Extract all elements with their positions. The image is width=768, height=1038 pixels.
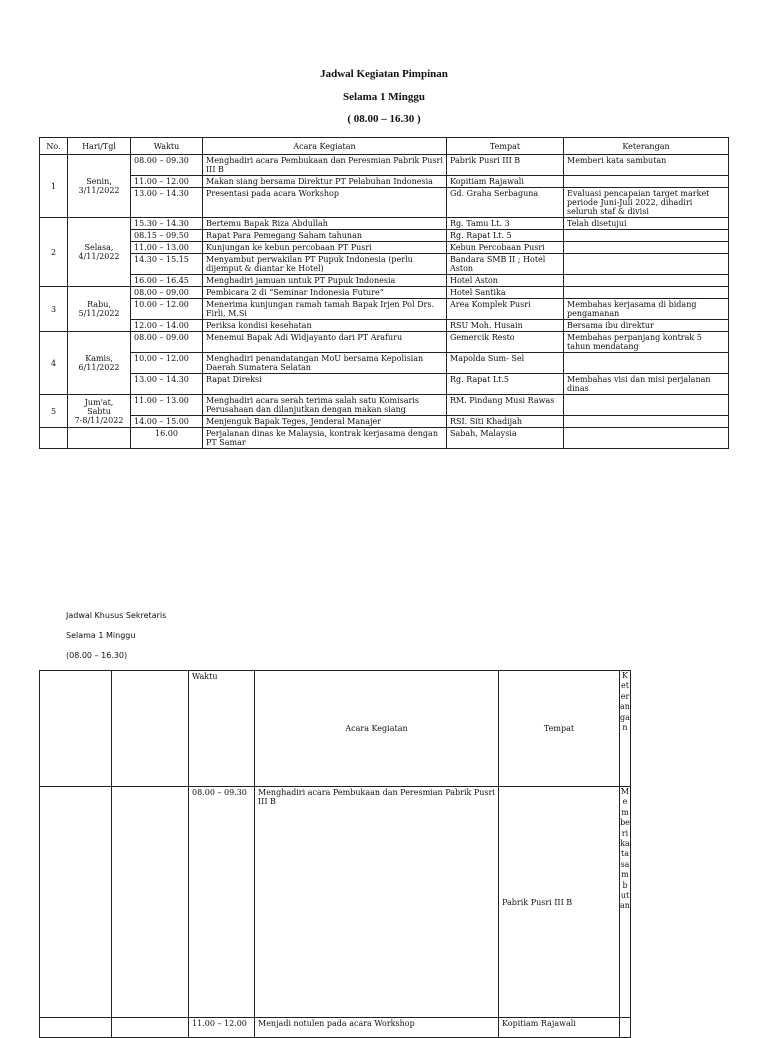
table-row <box>40 353 729 374</box>
cell-event: Makan siang bersama Direktur PT Pelabuhan Indonesia <box>203 176 447 188</box>
secretary-subtitle: Selama 1 Minggu <box>66 631 136 640</box>
cell-no <box>40 787 112 1018</box>
cell-day <box>112 1018 189 1038</box>
table-row <box>40 428 729 449</box>
cell-event: Menyambut perwakilan PT Pupuk Indonesia (perlu dijemput & diantar ke Hotel) <box>203 254 447 275</box>
header-cell-note: Keterangan <box>564 138 729 155</box>
cell-note <box>564 176 729 188</box>
cell-time: 08.00 – 09.30 <box>131 155 203 176</box>
header-cell-time: Waktu <box>189 671 255 787</box>
cell-time: 14.00 – 15.00 <box>131 416 203 428</box>
cell-note: Memberi kata sambutan <box>564 155 729 176</box>
cell-note: Membahas kerjasama di bidang pengamanan <box>564 299 729 320</box>
cell-day <box>68 428 131 449</box>
cell-time: 08.00 – 09.00 <box>131 287 203 299</box>
cell-place: Gd. Graha Serbaguna <box>447 188 564 218</box>
cell-place: Rg. Rapat Lt.5 <box>447 374 564 395</box>
cell-event: Kunjungan ke kebun percobaan PT Pusri <box>203 242 447 254</box>
cell-day <box>112 787 189 1018</box>
cell-time: 16.00 – 16.45 <box>131 275 203 287</box>
cell-place: Pabrik Pusri III B <box>447 155 564 176</box>
cell-event: Menerima kunjungan ramah tamah Bapak Irjen Pol Drs. Firli, M.Si <box>203 299 447 320</box>
header-cell-note: Keterangan <box>620 671 631 787</box>
table-row <box>40 332 729 353</box>
cell-event: Periksa kondisi kesehatan <box>203 320 447 332</box>
cell-event: Menemui Bapak Adi Widjayanto dari PT Arafuru <box>203 332 447 353</box>
cell-day: Rabu, 5/11/2022 <box>68 287 131 332</box>
cell-note <box>564 353 729 374</box>
cell-place: Hotel Aston <box>447 275 564 287</box>
cell-place: Kebun Percobaan Pusri <box>447 242 564 254</box>
header-cell-place: Tempat <box>447 138 564 155</box>
table-row <box>40 787 631 1018</box>
header-cell-no: No. <box>40 138 68 155</box>
cell-day: Jum'at, Sabtu 7-8/11/2022 <box>68 395 131 428</box>
table-row <box>40 218 729 230</box>
cell-time: 11.00 – 12.00 <box>131 176 203 188</box>
doc-time-range: ( 08.00 – 16.30 ) <box>347 113 421 125</box>
cell-place: Kopitiam Rajawali <box>447 176 564 188</box>
cell-no: 3 <box>40 287 68 332</box>
cell-time: 11.00 – 13.00 <box>131 242 203 254</box>
cell-note: Bersama ibu direktur <box>564 320 729 332</box>
cell-time: 10.00 – 12.00 <box>131 353 203 374</box>
cell-event: Menghadiri acara serah terima salah satu Komisaris Perusahaan dan dilanjutkan dengan makan siang <box>203 395 447 416</box>
cell-no: 1 <box>40 155 68 218</box>
cell-note <box>564 428 729 449</box>
cell-time: 10.00 – 12.00 <box>131 299 203 320</box>
header-cell-time: Waktu <box>131 138 203 155</box>
cell-note <box>620 1018 631 1038</box>
cell-place: RSI. Siti Khadijah <box>447 416 564 428</box>
cell-time: 11.00 – 13.00 <box>131 395 203 416</box>
table-row <box>40 395 729 416</box>
cell-place: Rg. Rapat Lt. 5 <box>447 230 564 242</box>
cell-place: Gemercik Resto <box>447 332 564 353</box>
cell-note: Membahas perpanjang kontrak 5 tahun mendatang <box>564 332 729 353</box>
cell-day: Selasa, 4/11/2022 <box>68 218 131 287</box>
secretary-time-range: (08.00 – 16.30) <box>66 651 128 660</box>
header-cell-event: Acara Kegiatan <box>203 138 447 155</box>
cell-place: RSU Moh. Husain <box>447 320 564 332</box>
cell-note <box>564 416 729 428</box>
header-cell-day: Hari/Tgl <box>68 138 131 155</box>
table-row <box>40 287 729 299</box>
cell-note: Telah disetujui <box>564 218 729 230</box>
table-row <box>40 299 729 320</box>
cell-event: Menghadiri penandatangan MoU bersama Kepolisian Daerah Sumatera Selatan <box>203 353 447 374</box>
header-cell-place: Tempat <box>499 671 620 787</box>
table-row <box>40 188 729 218</box>
cell-time: 14.30 – 15.15 <box>131 254 203 275</box>
table-row <box>40 374 729 395</box>
cell-place: RM. Pindang Musi Rawas <box>447 395 564 416</box>
header-cell-day <box>112 671 189 787</box>
table-row <box>40 155 729 176</box>
schedule-table <box>39 137 729 449</box>
table-row <box>40 242 729 254</box>
cell-place: Bandara SMB II ; Hotel Aston <box>447 254 564 275</box>
cell-place: Hotel Santika <box>447 287 564 299</box>
cell-place: Mapolda Sum- Sel <box>447 353 564 374</box>
secretary-table <box>39 670 631 1038</box>
cell-time: 13.00 – 14.30 <box>131 188 203 218</box>
cell-day: Senin, 3/11/2022 <box>68 155 131 218</box>
cell-place: Sabah, Malaysia <box>447 428 564 449</box>
doc-title: Jadwal Kegiatan Pimpinan <box>320 68 448 80</box>
cell-no <box>40 428 68 449</box>
doc-subtitle: Selama 1 Minggu <box>343 91 425 103</box>
table-row <box>40 254 729 275</box>
table-row <box>40 416 729 428</box>
cell-note <box>564 287 729 299</box>
cell-note: Membahas visi dan misi perjalanan dinas <box>564 374 729 395</box>
cell-time: 08.00 – 09.30 <box>189 787 255 1018</box>
cell-note <box>564 230 729 242</box>
cell-note: Evaluasi pencapaian target market periode Juni-Juli 2022, dihadiri seluruh staf & divisi <box>564 188 729 218</box>
cell-no <box>40 1018 112 1038</box>
cell-event: Menjadi notulen pada acara Workshop <box>255 1018 499 1038</box>
cell-event: Rapat Direksi <box>203 374 447 395</box>
cell-event: Menjenguk Bapak Teges, Jenderal Manajer <box>203 416 447 428</box>
header-cell-event: Acara Kegiatan <box>255 671 499 787</box>
cell-time: 08.00 – 09.00 <box>131 332 203 353</box>
cell-note <box>564 275 729 287</box>
cell-note: Memberikata sambutan <box>620 787 631 1018</box>
cell-event: Menghadiri acara Pembukaan dan Peresmian Pabrik Pusri III B <box>255 787 499 1018</box>
table-row <box>40 230 729 242</box>
secretary-title: Jadwal Khusus Sekretaris <box>66 611 167 620</box>
cell-time: 12.00 – 14.00 <box>131 320 203 332</box>
cell-place: Pabrik Pusri III B <box>499 787 620 1018</box>
table-row <box>40 320 729 332</box>
cell-event: Presentasi pada acara Workshop <box>203 188 447 218</box>
cell-event: Menghadiri acara Pembukaan dan Peresmian Pabrik Pusri III B <box>203 155 447 176</box>
cell-time: 16.00 <box>131 428 203 449</box>
cell-time: 08.15 – 09.50 <box>131 230 203 242</box>
cell-day: Kamis, 6/11/2022 <box>68 332 131 395</box>
cell-time: 13.00 – 14.30 <box>131 374 203 395</box>
cell-no: 4 <box>40 332 68 395</box>
table-header-row <box>40 671 631 787</box>
cell-no: 2 <box>40 218 68 287</box>
table-row <box>40 1018 631 1038</box>
cell-event: Rapat Para Pemegang Saham tahunan <box>203 230 447 242</box>
cell-note <box>564 254 729 275</box>
table-row <box>40 176 729 188</box>
header-cell-no <box>40 671 112 787</box>
cell-place: Area Komplek Pusri <box>447 299 564 320</box>
cell-time: 15.30 – 14.30 <box>131 218 203 230</box>
cell-event: Pembicara 2 di “Seminar Indonesia Future” <box>203 287 447 299</box>
cell-event: Perjalanan dinas ke Malaysia, kontrak kerjasama dengan PT Samar <box>203 428 447 449</box>
cell-no: 5 <box>40 395 68 428</box>
cell-event: Bertemu Bapak Riza Abdullah <box>203 218 447 230</box>
cell-place: Rg. Tamu Lt. 3 <box>447 218 564 230</box>
cell-note <box>564 395 729 416</box>
table-row <box>40 275 729 287</box>
cell-time: 11.00 – 12.00 <box>189 1018 255 1038</box>
cell-place: Kopitiam Rajawali <box>499 1018 620 1038</box>
cell-event: Menghadiri jamuan untuk PT Pupuk Indonesia <box>203 275 447 287</box>
cell-note <box>564 242 729 254</box>
